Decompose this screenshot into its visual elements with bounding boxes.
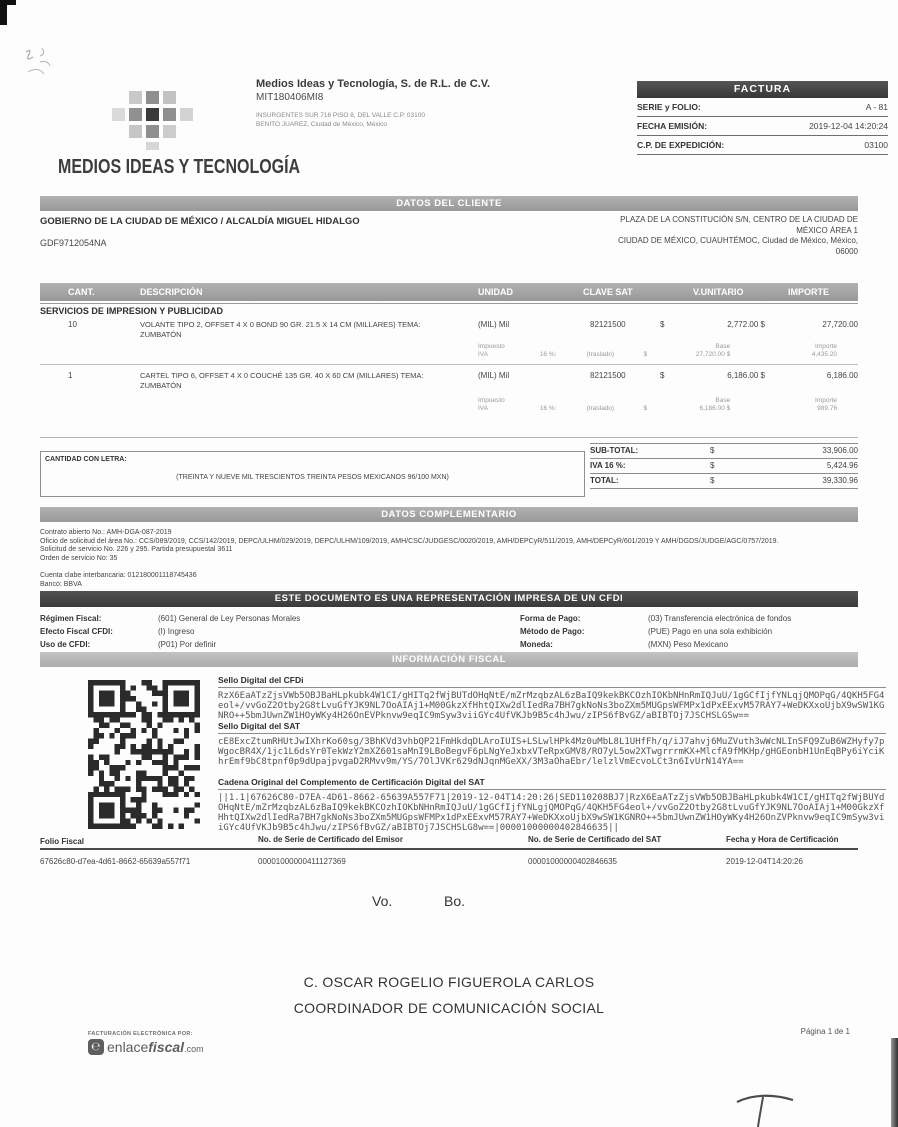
amount-words-text: (TREINTA Y NUEVE MIL TRESCIENTOS TREINTA PESOS MEXICANOS 96/100 MXN) (176, 474, 449, 481)
item-currency: $ (660, 371, 665, 380)
company-wordmark: MEDIOS IDEAS Y TECNOLOGÍA (58, 156, 301, 178)
uso-value: (P01) Por definir (158, 640, 217, 649)
item-unit-price: 6,186.00 $ (727, 371, 765, 380)
regimen-label: Régimen Fiscal: (40, 614, 102, 623)
amount-words-box (40, 451, 585, 497)
fecha-emision-value: 2019-12-04 14:20:24 (809, 121, 888, 131)
logo-enlace-text: enlace (107, 1039, 149, 1055)
item-tax-row (478, 397, 858, 413)
col-clave-sat: CLAVE SAT (583, 287, 633, 297)
col-unidad: UNIDAD (478, 287, 513, 297)
item-tax-row (478, 343, 858, 359)
tax-impuesto-label: Impuesto (478, 343, 505, 350)
client-address (460, 215, 858, 257)
factura-box (637, 81, 888, 155)
bo-label: Bo. (444, 893, 466, 909)
pencil-scribble (20, 46, 64, 84)
tax-rate: 16 %: (539, 405, 557, 412)
item-desc-line1: CARTEL TIPO 6, OFFSET 4 X 0 COUCHÉ 135 GR. 40 X 60 CM (MILLARES) TEMA: (140, 371, 424, 380)
item-unit: (MIL) Mil (478, 320, 510, 329)
factura-title: FACTURA (637, 81, 888, 98)
sello-cfdi-text: RzX6EaATzZjsVWb5OBJBaHLpkubk4W1CI/gHITq2fWjBUTdOHqNtE/mZrMzqbzAL6zBaIQ9kekBKCOzhIOKbNHnRmIQJuU/1gGCfIjfYNLqjQMOPqG/4QKH5FG4eol+/vvGoZ2Otby2G8tLvuGfYJK9NL7OoAIAj1+M00GkzXfHhtQIXw2dlIedRa7BH7gkNoNs3boZXm5MUGpsWFMPx1dPxEExvM57RAY7+WeDKXxoUjbX9wSW1KGNRO++5bmJUwnZW1HOyWKy4H26OnEVPknvw9eqIC9mSyw3viiGYc4UfVKJb9B5c4hJwu/zIPS6fBvGZ/aBIBTOj7JSCHSLGSw== (218, 691, 885, 721)
divider (40, 848, 858, 850)
complementary-line: Contrato abierto No.: AMH-DGA-087-2019 (40, 529, 172, 536)
factura-row (637, 98, 888, 117)
serie-folio-label: SERIE y FOLIO: (637, 102, 701, 112)
fecha-cert-label: Fecha y Hora de Certificación (726, 835, 839, 844)
item-desc-line1: VOLANTE TIPO 2, OFFSET 4 X 0 BOND 90 GR. 21.5 X 14 CM (MILLARES) TEMA: (140, 320, 421, 329)
item-unit-price: 2,772.00 $ (727, 320, 765, 329)
section-datos-complementario: DATOS COMPLEMENTARIO (40, 507, 858, 522)
tax-currency: $ (643, 405, 648, 412)
client-address-line: MÉXICO ÁREA 1 (796, 225, 858, 235)
tax-kind: (traslado) (586, 351, 615, 358)
col-cant: CANT. (68, 287, 95, 297)
client-address-line: 06000 (835, 246, 858, 256)
subtotal-label: SUB-TOTAL: (590, 446, 639, 455)
factura-row (637, 136, 888, 155)
col-descripcion: DESCRIPCIÓN (140, 287, 203, 297)
moneda-value: (MXN) Peso Mexicano (648, 640, 729, 649)
tax-iva-label: IVA (478, 351, 488, 358)
item-qty: 10 (68, 320, 77, 329)
sello-sat-heading: Sello Digital del SAT (218, 721, 886, 734)
iva-row (590, 459, 858, 474)
item-desc (140, 371, 455, 391)
logo-tld-text: .com (184, 1044, 204, 1054)
complementary-line: Solicitud de servicio No. 226 y 295. Partida presupuestal 3611 (40, 546, 233, 553)
complementary-line: Cuenta clabe interbancaria: 012180001118745436 (40, 572, 197, 579)
moneda-label: Moneda: (520, 640, 553, 649)
sello-sat-text: cE8ExcZtumRHUtJwIXhrKo60sg/3BhKVd3vhbQP21FmHkdqDLAroIUIS+LSLwlHPk4Mz0uMbL8L1UHfFh/q/iJ7ahvj6MuZVuth3wWcNLInSFQ9ZuB6WZHyfy7pWgocBR4X/1jc1L6dsYr0TekWzY2mXZ601saMnI9LBoBegvF6pLNgYeJxbxVTeRpxGMV8/RO7yL5ow2XTwgrrrmKX+MlcfA9fMKHp/gHGEonbH1UnEqBPy6iYciKhrEmf9bC8tpnf0p9dUpajpvgaD2RMvv9m/YS/7OlJVKr629dNJqnMGeXX/3M3aOhaEbr/lelzlVmEcvoLCt3n6IvUrN14YA== (218, 737, 885, 767)
tax-base-label: Base (715, 397, 731, 404)
iva-label: IVA 16 %: (590, 461, 626, 470)
folio-fiscal-label: Folio Fiscal (40, 837, 85, 846)
scan-shadow-right (891, 1038, 898, 1127)
enlacefiscal-icon: ℮ (88, 1039, 104, 1055)
divider (40, 303, 858, 304)
company-name: Medios Ideas y Tecnología, S. de R.L. de C.V. (256, 78, 491, 90)
efacturacion-label: FACTURACIÓN ELECTRÓNICA POR: (88, 1031, 193, 1037)
sat-serial-label: No. de Serie de Certificado del SAT (528, 835, 662, 844)
client-address-line: CIUDAD DE MÉXICO, CUAUHTÉMOC, Ciudad de México, México, (617, 236, 858, 245)
emisor-serial-label: No. de Serie de Certificado del Emisor (258, 835, 403, 844)
item-clave-sat: 82121500 (590, 320, 626, 329)
amount-words-label: CANTIDAD CON LETRA: (45, 456, 127, 463)
client-rfc: GDF9712054NA (40, 238, 107, 248)
forma-pago-label: Forma de Pago: (520, 614, 581, 623)
col-vunitario: V.UNITARIO (693, 287, 744, 297)
emisor-serial-value: 00001000000411127369 (258, 857, 346, 866)
scan-artifact-corner2 (0, 0, 16, 5)
sat-serial-value: 00001000000402846635 (528, 857, 617, 866)
serie-folio-value: A - 81 (865, 102, 888, 112)
subtotal-value: 33,906.00 (822, 446, 858, 455)
company-address-2: BENITO JUAREZ, Ciudad de México, México (256, 121, 388, 128)
item-currency: $ (660, 320, 665, 329)
divider (40, 364, 858, 365)
cadena-text: ||1.1|67626C80-D7EA-4D61-8662-65639A557F71|2019-12-04T14:20:26|SED110208BJ7|RzX6EaATzZjsVWb5OBJBaHLpkubk4W1CI/gHITq2fWjBUYdOHqNtE/mZrMzqbzAL6zBaIQ9kekBKCOzhIOKbNHnRmIQJuU/1gGCfIjfYNLgjQMOPqG/4QKH5FG4eol+/vvGoZ2Otby2G8tLvuGfYJK9NL7OoAIAj1+M00GkzXfHhtQIXw2dlIedRa7BH7gkNoNs3boZXm5MUGpsWFMPx1dPxEExvM57RAY7+WeDKXxoUjbX9wSW1KGNRO++5bmJUwnZW1HOyWKy4H26OnZVPknvw9eqIC9mSyw3viiGYc4UfVKJb9B5c4hJwu/zIPS6fBvGZ/aBIBTOj7JSCHSLG8w==|00001000000402846635|| (218, 793, 885, 833)
fecha-cert-value: 2019-12-04T14:20:26 (726, 857, 803, 866)
subtotal-row (590, 444, 858, 459)
item-desc (140, 320, 455, 340)
tax-impuesto-label: Impuesto (478, 397, 505, 404)
regimen-value: (601) General de Ley Personas Morales (158, 614, 301, 623)
client-name: GOBIERNO DE LA CIUDAD DE MÉXICO / ALCALDÍA MIGUEL HIDALGO (40, 216, 360, 227)
qr-code (88, 680, 200, 834)
total-label: TOTAL: (590, 476, 619, 485)
signatory-name: C. OSCAR ROGELIO FIGUEROLA CARLOS (303, 974, 595, 990)
tax-base-value: 27,720.00 $ (695, 351, 731, 358)
pen-mark (725, 1085, 815, 1127)
item-qty: 1 (68, 371, 73, 380)
cadena-heading: Cadena Original del Complemento de Certificación Digital del SAT (218, 777, 886, 790)
section-informacion-fiscal: INFORMACIÓN FISCAL (40, 652, 858, 667)
item-amount: 6,186.00 (826, 371, 858, 380)
tax-kind: (traslado) (586, 405, 615, 412)
logo-fiscal-text: fiscal (148, 1039, 185, 1055)
total-row (590, 474, 858, 489)
client-address-line: PLAZA DE LA CONSTITUCIÓN S/N, CENTRO DE LA CIUDAD DE (620, 215, 858, 224)
tax-base-value: 6,186.00 $ (699, 405, 731, 412)
metodo-pago-label: Método de Pago: (520, 627, 585, 636)
complementary-text (40, 529, 858, 589)
efecto-label: Efecto Fiscal CFDI: (40, 627, 113, 636)
col-importe: IMPORTE (788, 287, 830, 297)
tax-importe-label: Importe (815, 397, 838, 404)
complementary-line: Banco: BBVA (40, 580, 82, 588)
tax-base-label: Base (715, 343, 731, 350)
item-desc-line2: ZUMBATÓN (140, 330, 182, 339)
page-number: Página 1 de 1 (800, 1027, 850, 1036)
tax-importe-value: 4,435.20 (811, 351, 838, 358)
subtotal-currency: $ (710, 446, 715, 455)
enlacefiscal-logo (88, 1039, 204, 1055)
factura-row (637, 117, 888, 136)
total-currency: $ (710, 476, 715, 485)
signatory-title: COORDINADOR DE COMUNICACIÓN SOCIAL (293, 1000, 605, 1016)
tax-rate: 16 %: (539, 351, 557, 358)
item-clave-sat: 82121500 (590, 371, 626, 380)
tax-importe-value: 989.76 (817, 405, 838, 412)
uso-label: Uso de CFDI: (40, 640, 91, 649)
company-logo-grid (112, 91, 212, 161)
cfdi-banner: ESTE DOCUMENTO ES UNA REPRESENTACIÓN IMPRESA DE UN CFDI (40, 591, 858, 607)
cp-expedicion-label: C.P. DE EXPEDICIÓN: (637, 140, 725, 150)
vo-label: Vo. (372, 893, 393, 909)
tax-iva-label: IVA (478, 405, 488, 412)
item-amount: 27,720.00 (822, 320, 858, 329)
company-rfc: MIT180406MI8 (256, 92, 324, 103)
section-datos-cliente: DATOS DEL CLIENTE (40, 196, 858, 211)
item-desc-line2: ZUMBATÓN (140, 381, 182, 390)
tax-importe-label: Importe (815, 343, 838, 350)
complementary-line: Orden de servicio No: 35 (40, 554, 118, 562)
divider (40, 437, 858, 438)
efecto-value: (I) Ingreso (158, 627, 195, 636)
company-address-1: INSURGENTES SUR 716 PISO 8, DEL VALLE C.P. 03100 (256, 112, 425, 119)
iva-currency: $ (710, 461, 715, 470)
totals-table (590, 443, 858, 489)
items-group-title: SERVICIOS DE IMPRESION Y PUBLICIDAD (40, 306, 224, 316)
cp-expedicion-value: 03100 (864, 140, 888, 150)
total-value: 39,330.96 (822, 476, 858, 485)
item-unit: (MIL) Mil (478, 371, 510, 380)
forma-pago-value: (03) Transferencia electrónica de fondos (648, 614, 792, 623)
sello-cfdi-heading: Sello Digital del CFDi (218, 675, 886, 688)
metodo-pago-value: (PUE) Pago en una sola exhibición (648, 627, 773, 636)
fecha-emision-label: FECHA EMISIÓN: (637, 121, 708, 131)
iva-value: 5,424.96 (826, 461, 858, 470)
complementary-line: Oficio de solicitud del área No.: CCS/089/2019, CCS/142/2019, DEPC/ULHM/029/2019, DEPC/ULHM/109/2019, AMH/CSC/JUDGESC/0020/2019, AMH/DEPCyR/511/2019, AMH/DEPCyR/601/2019 Y AMH/DGDS/JUDGE/AGC/0757/2019. (40, 537, 779, 545)
tax-currency: $ (643, 351, 648, 358)
folio-fiscal-value: 67626c80-d7ea-4d61-8662-65639a557f71 (40, 857, 191, 866)
